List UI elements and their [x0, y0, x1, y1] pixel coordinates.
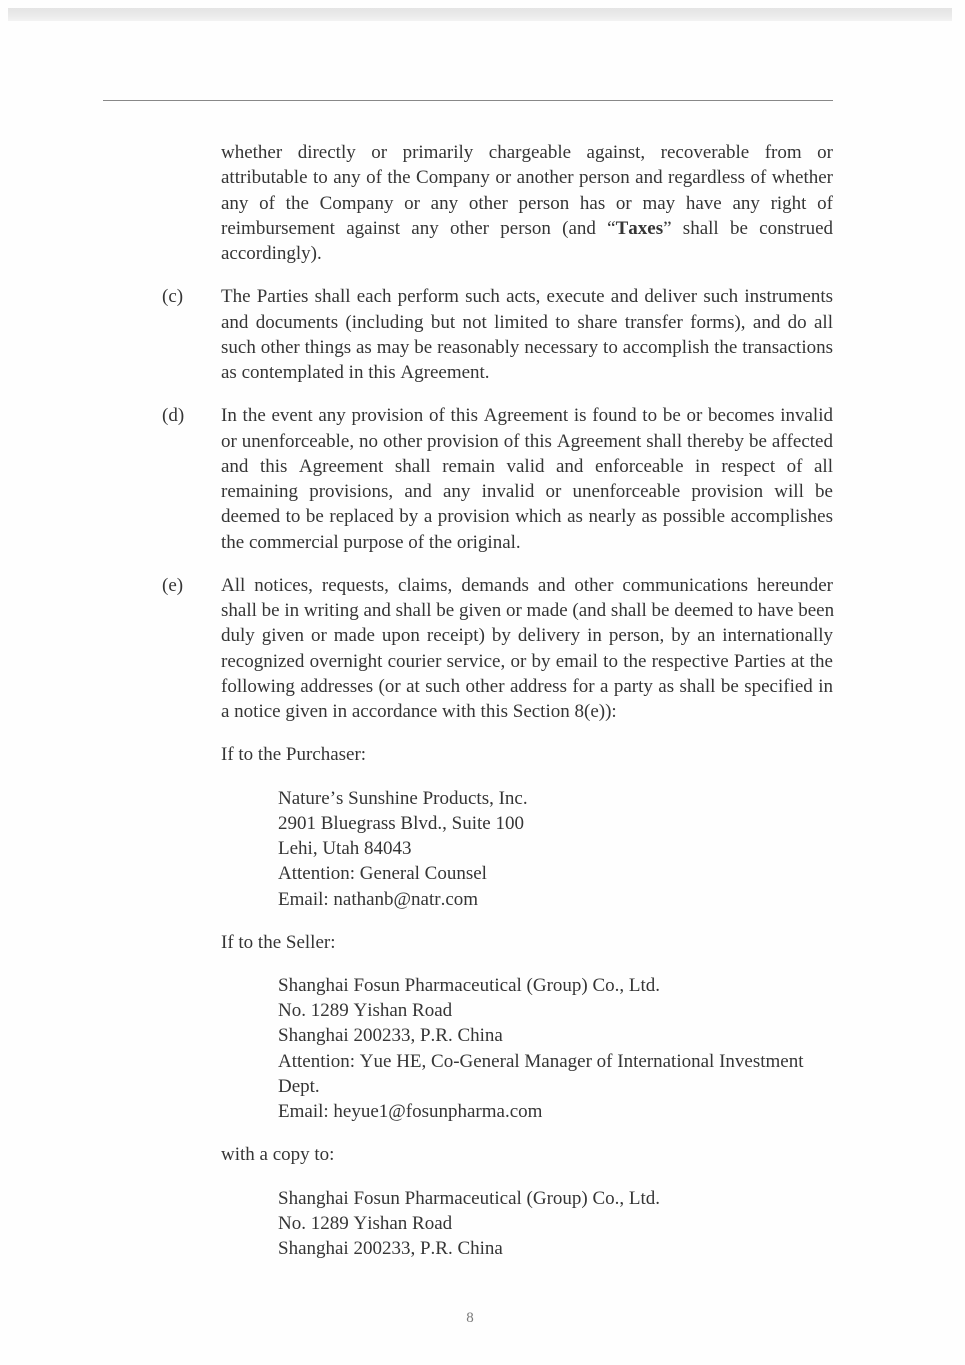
clause-c [162, 284, 833, 385]
notice-heading: If to the Seller: [221, 931, 336, 953]
paragraph-line: whether directly or primarily chargeable against, recoverable from or [221, 142, 833, 163]
copy-address [278, 1186, 833, 1262]
seller-address [278, 973, 833, 1125]
clause-label: (c) [162, 286, 184, 308]
paragraph-line: In the event any provision of this Agreement is found to be or becomes invalid [221, 405, 833, 427]
paragraph-line: and this Agreement shall remain valid and enforceable in respect of all [221, 455, 833, 477]
continued-paragraph [221, 140, 833, 266]
paragraph-line: deemed to be replaced by a provision which as nearly as possible accomplishes [221, 506, 833, 528]
page-number: 8 [466, 1310, 474, 1326]
clause-d [162, 403, 833, 555]
paragraph-line: and documents (including but not limited to share transfer forms), and do all [221, 311, 833, 333]
clause-e [162, 573, 835, 725]
paragraph-text: ” shall be construed [663, 217, 833, 239]
address-line: No. 1289 Yishan Road [278, 1000, 453, 1022]
paragraph-line: duly given or made upon receipt) by delivery in person, by an internationally [221, 625, 833, 647]
scan-edge-shading [8, 8, 952, 21]
address-line: 2901 Bluegrass Blvd., Suite 100 [278, 812, 524, 834]
header-rule [103, 100, 833, 101]
paragraph-line: any of the Company or any other person has or may have any right of [221, 192, 833, 214]
paragraph-line [221, 216, 833, 241]
paragraph-line: following addresses (or at such other address for a party as shall be specified in [221, 676, 833, 698]
email-line: Email: nathanb@natr.com [278, 888, 479, 910]
paragraph-line: The Parties shall each perform such acts, execute and deliver such instruments [221, 286, 833, 308]
attention-line: Attention: Yue HE, Co-General Manager of International Investment Dept. [278, 1050, 804, 1098]
address-line: Lehi, Utah 84043 [278, 838, 412, 860]
paragraph-line: the commercial purpose of the original. [221, 531, 521, 553]
paragraph-line: such other things as may be reasonably necessary to accomplish the transactions [221, 336, 833, 358]
copy-heading [221, 1142, 833, 1167]
address-line: Shanghai Fosun Pharmaceutical (Group) Co., Ltd. [278, 1187, 661, 1209]
seller-heading [221, 930, 833, 955]
paragraph-line: remaining provisions, and any invalid or unenforceable provision will be [221, 481, 833, 503]
paragraph-line: as contemplated in this Agreement. [221, 362, 490, 384]
address-line: Shanghai Fosun Pharmaceutical (Group) Co., Ltd. [278, 974, 661, 996]
purchaser-heading [221, 742, 833, 767]
address-line: No. 1289 Yishan Road [278, 1212, 453, 1234]
page-content [162, 140, 835, 1261]
address-line: Shanghai 200233, P.R. China [278, 1238, 503, 1260]
address-line: Nature’s Sunshine Products, Inc. [278, 787, 528, 809]
paragraph-line: or unenforceable, no other provision of this Agreement shall thereby be affected [221, 430, 833, 452]
paragraph-line: recognized overnight courier service, or by email to the respective Parties at the [221, 650, 833, 672]
purchaser-address [278, 786, 833, 912]
paragraph-line: shall be in writing and shall be given or made (and shall be deemed to have been [221, 600, 835, 622]
paragraph-line: All notices, requests, claims, demands and other communications hereunder [221, 574, 833, 596]
address-line: Shanghai 200233, P.R. China [278, 1025, 503, 1047]
paragraph-line: a notice given in accordance with this Section 8(e)): [221, 701, 617, 723]
paragraph-text: reimbursement against any other person (and “ [221, 217, 616, 239]
notice-heading: with a copy to: [221, 1144, 335, 1166]
paragraph-line: accordingly). [221, 243, 322, 265]
clause-label: (e) [162, 574, 184, 596]
email-line: Email: heyue1@fosunpharma.com [278, 1101, 543, 1123]
paragraph-line: attributable to any of the Company or another person and regardless of whether [221, 167, 833, 189]
attention-line: Attention: General Counsel [278, 863, 487, 885]
notice-heading: If to the Purchaser: [221, 744, 367, 766]
clause-label: (d) [162, 405, 185, 427]
defined-term-taxes: Taxes [615, 217, 664, 239]
